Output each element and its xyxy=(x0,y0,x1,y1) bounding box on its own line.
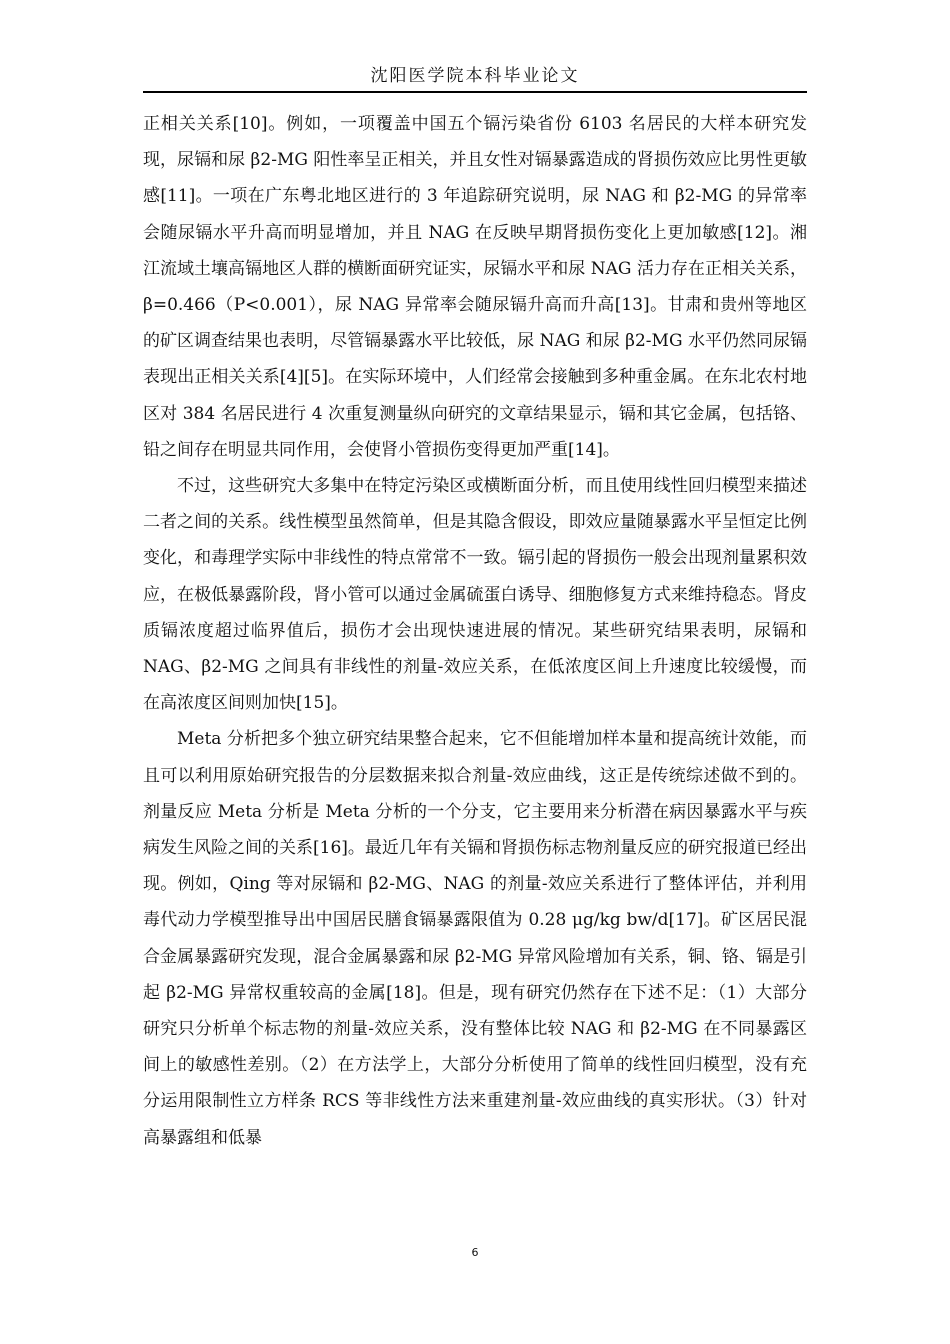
paragraph-1: 正相关关系[10]。例如，一项覆盖中国五个镉污染省份 6103 名居民的大样本研究发现，尿镉和尿 β2-MG 阳性率呈正相关，并且女性对镉暴露造成的肾损伤效应比男性更敏感[11]。一项在广东粤北地区进行的 3 年追踪研究说明，尿 NAG 和 β2-MG 的异常率会随尿镉水平升高而明显增加，并且 NAG 在反映早期肾损伤变化上更加敏感[12]。湘江流域土壤高镉地区人群的横断面研究证实，尿镉水平和尿 NAG 活力存在正相关关系，β=0.466（P<0.001），尿 NAG 异常率会随尿镉升高而升高[13]。甘肃和贵州等地区的矿区调查结果也表明，尽管镉暴露水平比较低，尿 NAG 和尿 β2-MG 水平仍然同尿镉表现出正相关关系[4][5]。在实际环境中，人们经常会接触到多种重金属。在东北农村地区对 384 名居民进行 4 次重复测量纵向研究的文章结果显示，镉和其它金属，包括铬、铅之间存在明显共同作用，会使肾小管损伤变得更加严重[14]。 xyxy=(143,114,807,460)
body-text xyxy=(143,106,807,1156)
page-number: 6 xyxy=(471,1246,479,1259)
paragraph-3: Meta 分析把多个独立研究结果整合起来，它不但能增加样本量和提高统计效能，而且可以利用原始研究报告的分层数据来拟合剂量-效应曲线，这正是传统综述做不到的。剂量反应 Meta 分析是 Meta 分析的一个分支，它主要用来分析潜在病因暴露水平与疾病发生风险之间的关系[16]。最近几年有关镉和肾损伤标志物剂量反应的研究报道已经出现。例如，Qing 等对尿镉和 β2-MG、NAG 的剂量-效应关系进行了整体评估，并利用毒代动力学模型推导出中国居民膳食镉暴露限值为 0.28 μg/kg bw/d[17]。矿区居民混合金属暴露研究发现，混合金属暴露和尿 β2-MG 异常风险增加有关系，铜、铬、镉是引起 β2-MG 异常权重较高的金属[18]。但是，现有研究仍然存在下述不足：（1）大部分研究只分析单个标志物的剂量-效应关系，没有整体比较 NAG 和 β2-MG 在不同暴露区间上的敏感性差别。（2）在方法学上，大部分分析使用了简单的线性回归模型，没有充分运用限制性立方样条 RCS 等非线性方法来重建剂量-效应曲线的真实形状。（3）针对高暴露组和低暴 xyxy=(143,729,807,1148)
paragraph-2: 不过，这些研究大多集中在特定污染区或横断面分析，而且使用线性回归模型来描述二者之间的关系。线性模型虽然简单，但是其隐含假设，即效应量随暴露水平呈恒定比例变化，和毒理学实际中非线性的特点常常不一致。镉引起的肾损伤一般会出现剂量累积效应，在极低暴露阶段，肾小管可以通过金属硫蛋白诱导、细胞修复方式来维持稳态。肾皮质镉浓度超过临界值后，损伤才会出现快速进展的情况。某些研究结果表明，尿镉和 NAG、β2-MG 之间具有非线性的剂量-效应关系，在低浓度区间上升速度比较缓慢，而在高浓度区间则加快[15]。 xyxy=(143,476,807,714)
page-header: 沈阳医学院本科毕业论文 xyxy=(370,66,580,86)
header-rule xyxy=(143,91,807,93)
